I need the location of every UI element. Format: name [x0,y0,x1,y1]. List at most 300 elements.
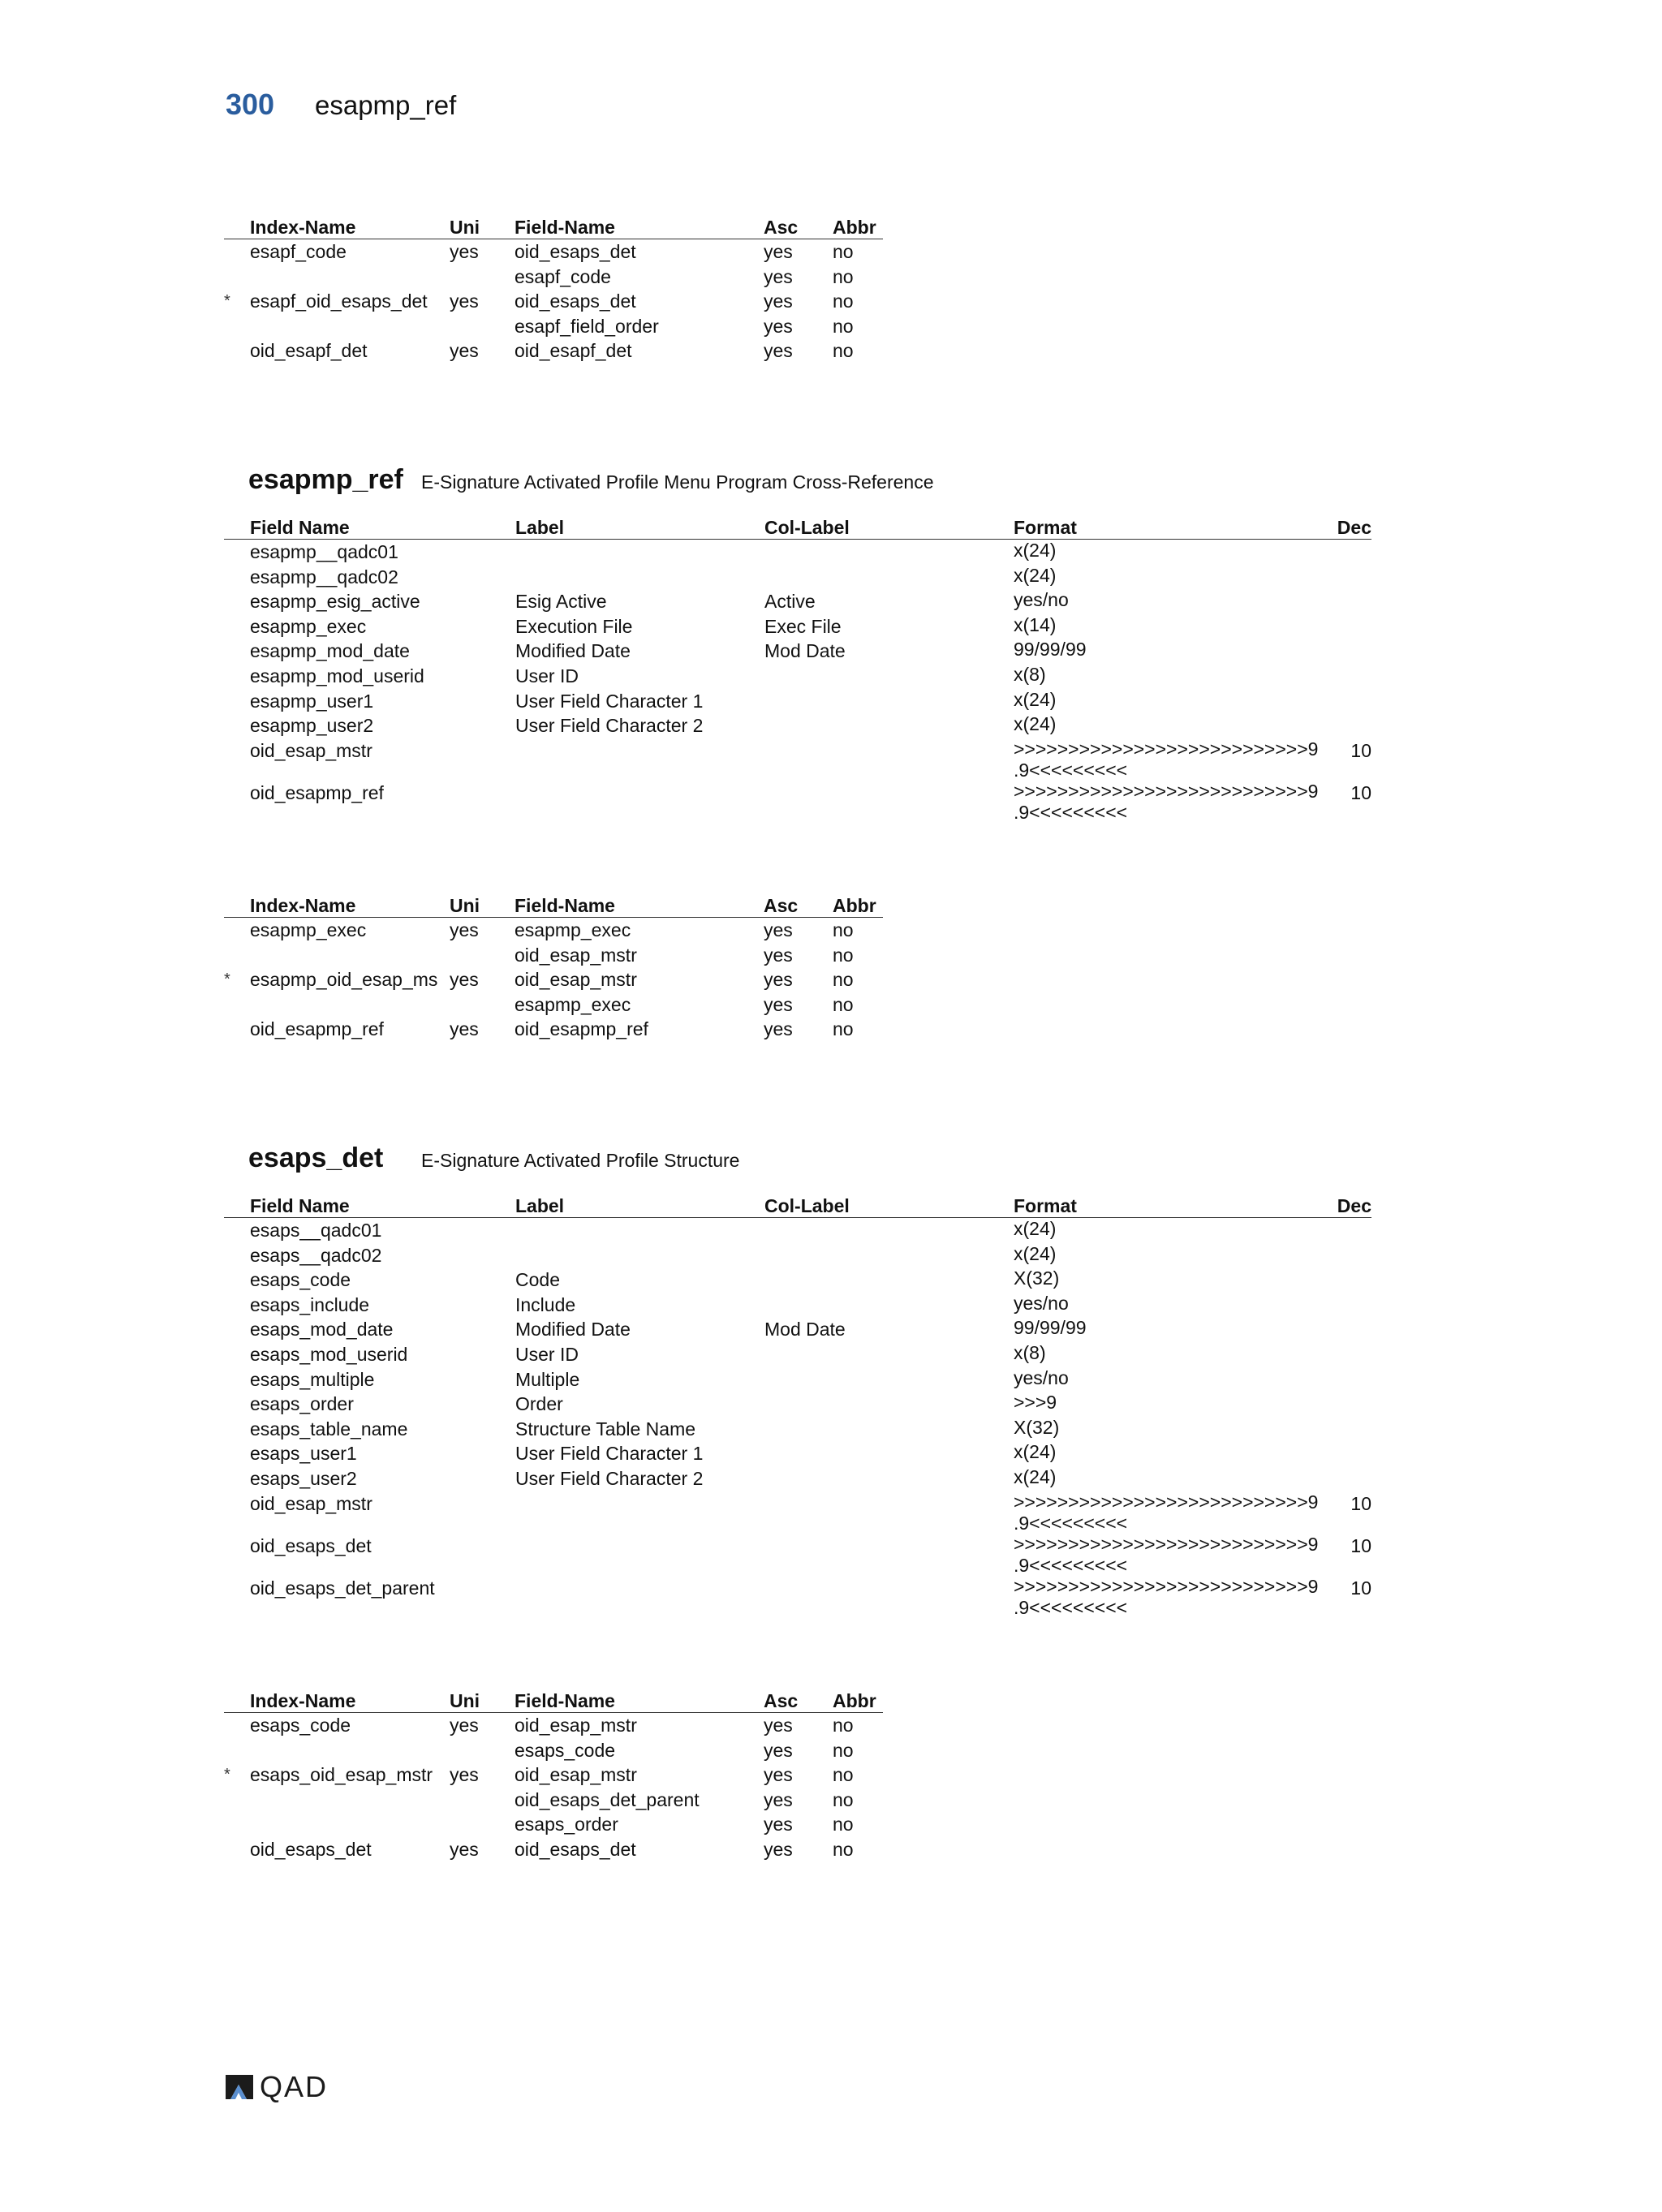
index-primary-mark [224,1017,250,1042]
field-decimals: 10 [1350,739,1371,761]
spacer [224,614,250,639]
field-format-line1: x(24) [1014,1218,1057,1239]
field-format-line1: yes/no [1014,589,1069,611]
field-row [224,738,1371,781]
field-format-line2: .9<<<<<<<<< [1014,801,1128,823]
field-format-line1: x(8) [1014,663,1046,685]
field-name: esaps_mod_userid [250,1343,408,1365]
index-ascending: yes [764,1739,793,1761]
field-format [1014,1367,1337,1392]
field-decimals [1337,639,1371,664]
spacer [224,664,250,689]
index-abbreviated: no [833,993,854,1015]
index-name [250,943,450,968]
index-ascending: yes [764,1018,793,1040]
field-format [1014,1417,1337,1442]
field-format-line1: >>>>>>>>>>>>>>>>>>>>>>>>>>>9 [1014,1575,1319,1597]
field-name: oid_esap_mstr [250,739,372,761]
field-label: User Field Character 2 [515,715,704,737]
field-decimals [1337,1392,1371,1417]
field-decimals [1337,1293,1371,1318]
field-col-label [764,664,1014,689]
index-row [224,1738,883,1763]
field-col-label [764,713,1014,738]
field-col-label [764,1367,1014,1392]
field-decimals [1337,1441,1371,1466]
spacer [224,1367,250,1392]
field-label: Execution File [515,615,633,637]
spacer [224,1218,250,1243]
index-row [224,1713,883,1738]
field-col-label [764,781,1014,823]
field-decimals [1337,1218,1371,1243]
field-decimals: 10 [1350,781,1371,803]
field-name: esaps__qadc01 [250,1220,382,1241]
field-row [224,1491,1371,1534]
field-decimals [1337,1367,1371,1392]
field-name: esaps_multiple [250,1368,375,1390]
index-unique [450,1788,515,1813]
field-decimals [1337,1317,1371,1342]
index-name: esapmp_exec [250,919,367,940]
field-format-line1: X(32) [1014,1416,1060,1438]
index-name [250,1738,450,1763]
col-uni: Uni [450,213,515,239]
index-ascending: yes [764,265,793,287]
qad-logo [224,2070,328,2104]
col-asc: Asc [764,213,833,239]
field-format [1014,639,1337,664]
index-row [224,1788,883,1813]
index-row [224,918,883,943]
spacer [224,639,250,664]
index-field-name: esaps_order [515,1814,618,1835]
index-primary-mark: * [224,1766,230,1784]
index-primary-mark [224,1812,250,1837]
index-primary-mark: * [224,292,230,311]
index-primary-mark [224,265,250,290]
field-label: Order [515,1393,563,1415]
index-row [224,1812,883,1837]
index-ascending: yes [764,1814,793,1835]
field-row [224,689,1371,714]
index-table-esapf [224,213,883,364]
index-unique [450,992,515,1018]
field-format [1014,1534,1337,1576]
field-decimals [1337,614,1371,639]
field-row [224,1534,1371,1576]
field-decimals [1337,1342,1371,1367]
spacer [224,1417,250,1442]
field-name: oid_esaps_det [250,1534,372,1556]
index-unique [450,1738,515,1763]
index-name: esapf_code [250,241,347,262]
field-label: User ID [515,1343,579,1365]
col-asc: Asc [764,891,833,918]
col-field-name: Field Name [250,513,515,540]
index-field-name: oid_esap_mstr [515,1715,637,1736]
index-ascending: yes [764,340,793,362]
index-unique: yes [450,1018,479,1040]
table-title-esaps-det [248,1143,739,1174]
index-field-name: oid_esaps_det_parent [515,1788,700,1810]
index-name: oid_esapf_det [250,340,368,362]
field-row [224,1218,1371,1243]
index-abbreviated: no [833,919,854,940]
index-row [224,1017,883,1042]
field-format [1014,689,1337,714]
field-label: User Field Character 2 [515,1467,704,1489]
field-format-line1: X(32) [1014,1267,1060,1289]
index-row [224,943,883,968]
col-field-name: Field-Name [515,213,764,239]
field-format [1014,1267,1337,1293]
field-format-line1: x(24) [1014,564,1057,586]
field-format [1014,1317,1337,1342]
index-field-name: oid_esap_mstr [515,944,637,966]
spacer [224,1466,250,1491]
field-row [224,1342,1371,1367]
field-col-label [764,1576,1014,1618]
field-col-label [764,1267,1014,1293]
index-abbreviated: no [833,315,854,337]
field-row [224,1392,1371,1417]
col-abbr: Abbr [833,1686,883,1713]
field-col-label: Exec File [764,615,842,637]
index-abbreviated: no [833,944,854,966]
index-ascending: yes [764,1764,793,1786]
index-abbreviated: no [833,340,854,362]
field-format [1014,738,1337,781]
field-row [224,1441,1371,1466]
field-decimals: 10 [1350,1534,1371,1556]
index-ascending: yes [764,1838,793,1860]
field-format-line1: yes/no [1014,1292,1069,1314]
field-col-label [764,1342,1014,1367]
col-label: Label [515,513,764,540]
field-label [515,781,764,823]
field-format [1014,1243,1337,1268]
qad-logo-icon [224,2073,255,2101]
field-col-label [764,689,1014,714]
index-field-name: esaps_code [515,1739,616,1761]
index-primary-mark [224,338,250,364]
col-field-name: Field-Name [515,891,764,918]
col-index-name: Index-Name [250,1686,450,1713]
col-format: Format [1014,513,1337,540]
field-name: oid_esapmp_ref [250,781,384,803]
field-col-label [764,1491,1014,1534]
field-table-esapmp-ref [224,513,1371,823]
field-decimals [1337,1243,1371,1268]
index-row [224,239,883,265]
spacer [224,1293,250,1318]
field-table-header [224,1191,1371,1218]
col-dec: Dec [1337,513,1371,540]
index-field-name: oid_esaps_det [515,290,636,312]
running-title: esapmp_ref [315,90,457,120]
col-index-name: Index-Name [250,891,450,918]
field-format [1014,664,1337,689]
spacer [224,1491,250,1534]
index-primary-mark: * [224,970,230,989]
index-abbreviated: no [833,1018,854,1040]
col-abbr: Abbr [833,213,883,239]
field-name: esapmp_mod_date [250,640,410,662]
field-name: esapmp__qadc01 [250,541,398,562]
field-label: User Field Character 1 [515,690,704,712]
field-label: Modified Date [515,1319,631,1341]
index-abbreviated: no [833,1715,854,1736]
spacer [224,1576,250,1618]
index-ascending: yes [764,919,793,940]
field-format-line1: >>>>>>>>>>>>>>>>>>>>>>>>>>>9 [1014,780,1319,802]
field-decimals [1337,689,1371,714]
field-format-line1: 99/99/99 [1014,639,1087,661]
field-name: esapmp_user2 [250,715,374,737]
field-format [1014,565,1337,590]
field-format [1014,1293,1337,1318]
col-index-name: Index-Name [250,213,450,239]
field-name: esaps_order [250,1393,354,1415]
field-format [1014,1342,1337,1367]
field-format-line1: x(24) [1014,1441,1057,1463]
col-abbr: Abbr [833,891,883,918]
index-name: oid_esaps_det [250,1838,372,1860]
field-format-line1: 99/99/99 [1014,1317,1087,1339]
spacer [224,689,250,714]
index-unique: yes [450,919,479,940]
field-label [515,1243,764,1268]
index-field-name: esapf_field_order [515,315,659,337]
field-label: Code [515,1269,560,1291]
field-format-line1: x(8) [1014,1341,1046,1363]
index-row [224,265,883,290]
field-label [515,1576,764,1618]
index-row [224,992,883,1018]
field-format-line1: >>>>>>>>>>>>>>>>>>>>>>>>>>>9 [1014,1491,1319,1513]
field-decimals [1337,713,1371,738]
index-unique [450,1812,515,1837]
field-format-line2: .9<<<<<<<<< [1014,1512,1128,1534]
index-ascending: yes [764,1715,793,1736]
index-ascending: yes [764,290,793,312]
field-name: esaps_code [250,1269,351,1291]
spacer [224,540,250,565]
field-col-label [764,1243,1014,1268]
field-label: User ID [515,665,579,686]
field-table-header [224,513,1371,540]
index-primary-mark [224,314,250,339]
index-ascending: yes [764,993,793,1015]
field-col-label [764,1534,1014,1576]
spacer [224,781,250,823]
col-dec: Dec [1337,1191,1371,1218]
index-name [250,1788,450,1813]
field-row [224,1576,1371,1618]
field-format [1014,1576,1337,1618]
field-row [224,1243,1371,1268]
field-decimals: 10 [1350,1577,1371,1599]
index-name: esaps_oid_esap_mstr [250,1764,433,1786]
index-table-esaps-det [224,1686,883,1862]
index-abbreviated: no [833,265,854,287]
index-ascending: yes [764,1788,793,1810]
index-name: oid_esapmp_ref [250,1018,384,1040]
field-label [515,565,764,590]
index-primary-mark [224,239,250,265]
field-decimals [1337,1267,1371,1293]
index-table-header [224,213,883,239]
field-name: esapmp__qadc02 [250,566,398,587]
index-name [250,314,450,339]
index-abbreviated: no [833,1788,854,1810]
field-format [1014,589,1337,614]
table-name: esapmp_ref [248,464,403,495]
field-col-label [764,565,1014,590]
col-label: Label [515,1191,764,1218]
index-unique [450,943,515,968]
col-col-label: Col-Label [764,1191,1014,1218]
index-primary-mark [224,1788,250,1813]
index-unique [450,265,515,290]
field-decimals [1337,1466,1371,1491]
spacer [224,565,250,590]
field-format-line1: x(24) [1014,1465,1057,1487]
index-table-header [224,1686,883,1713]
index-field-name: esapf_code [515,265,611,287]
field-format-line2: .9<<<<<<<<< [1014,759,1128,781]
field-name: esapmp_mod_userid [250,665,424,686]
field-format-line1: x(24) [1014,713,1057,735]
index-unique [450,314,515,339]
index-primary-mark [224,1738,250,1763]
index-row [224,967,883,992]
index-unique: yes [450,241,479,262]
index-unique: yes [450,290,479,312]
page-number: 300 [226,88,275,121]
field-format [1014,1441,1337,1466]
index-field-name: esapmp_exec [515,993,631,1015]
field-row [224,639,1371,664]
field-format-line1: yes/no [1014,1366,1069,1388]
field-format-line2: .9<<<<<<<<< [1014,1554,1128,1576]
field-row [224,540,1371,565]
index-ascending: yes [764,969,793,991]
field-name: esaps_include [250,1293,370,1315]
field-format [1014,614,1337,639]
index-abbreviated: no [833,1739,854,1761]
index-primary-mark [224,918,250,943]
field-name: esapmp_esig_active [250,591,420,613]
field-format [1014,781,1337,823]
field-label [515,1491,764,1534]
index-row [224,1837,883,1862]
index-row [224,1762,883,1788]
field-format-line1: x(24) [1014,540,1057,561]
index-name [250,992,450,1018]
field-col-label [764,1466,1014,1491]
index-ascending: yes [764,315,793,337]
field-col-label: Mod Date [764,1319,846,1341]
field-format [1014,1218,1337,1243]
spacer [224,1317,250,1342]
field-format-line1: x(14) [1014,613,1057,635]
field-row [224,1293,1371,1318]
index-unique: yes [450,1764,479,1786]
field-format [1014,1466,1337,1491]
spacer [224,1267,250,1293]
field-row [224,1317,1371,1342]
field-row [224,781,1371,823]
index-abbreviated: no [833,969,854,991]
field-col-label [764,1417,1014,1442]
spacer [224,1441,250,1466]
field-col-label [764,1441,1014,1466]
field-name: esaps_mod_date [250,1319,394,1341]
field-col-label [764,1392,1014,1417]
field-col-label [764,738,1014,781]
index-abbreviated: no [833,1814,854,1835]
field-row [224,565,1371,590]
field-decimals [1337,589,1371,614]
index-field-name: oid_esaps_det [515,241,636,262]
index-field-name: oid_esapmp_ref [515,1018,648,1040]
field-row [224,589,1371,614]
table-description: E-Signature Activated Profile Menu Program Cross-Reference [421,471,934,493]
field-name: esaps_user2 [250,1467,357,1489]
field-format-line1: x(24) [1014,1242,1057,1264]
index-row [224,338,883,364]
index-field-name: oid_esap_mstr [515,969,637,991]
field-format-line1: >>>>>>>>>>>>>>>>>>>>>>>>>>>9 [1014,1533,1319,1555]
index-name: esaps_code [250,1715,351,1736]
field-row [224,1267,1371,1293]
field-label: Structure Table Name [515,1418,696,1440]
spacer [224,589,250,614]
field-label [515,1534,764,1576]
index-ascending: yes [764,241,793,262]
index-abbreviated: no [833,290,854,312]
field-decimals [1337,540,1371,565]
index-unique: yes [450,969,479,991]
index-primary-mark [224,1837,250,1862]
field-col-label: Active [764,591,816,613]
spacer [224,738,250,781]
index-name [250,265,450,290]
field-format-line1: x(24) [1014,688,1057,710]
field-label: User Field Character 1 [515,1443,704,1465]
spacer [224,1243,250,1268]
col-col-label: Col-Label [764,513,1014,540]
field-decimals [1337,1417,1371,1442]
field-label [515,1218,764,1243]
field-name: oid_esap_mstr [250,1492,372,1514]
spacer [224,1392,250,1417]
field-label: Include [515,1293,576,1315]
field-row [224,1367,1371,1392]
field-format [1014,713,1337,738]
col-format: Format [1014,1191,1337,1218]
index-primary-mark [224,1713,250,1738]
spacer [224,1534,250,1576]
field-row [224,614,1371,639]
index-abbreviated: no [833,241,854,262]
index-field-name: oid_esap_mstr [515,1764,637,1786]
field-name: esaps_table_name [250,1418,408,1440]
col-uni: Uni [450,891,515,918]
index-row [224,289,883,314]
